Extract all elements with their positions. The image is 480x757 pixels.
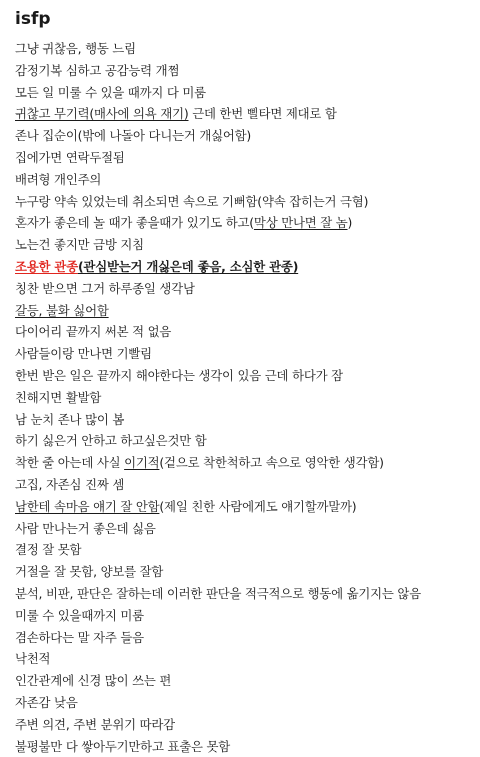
- trait-text: 거절을 잘 못함, 양보를 잘함: [15, 564, 163, 579]
- trait-text: 칭찬 받으면 그거 하루종일 생각남: [15, 281, 195, 296]
- trait-text: 자존감 낮음: [15, 695, 78, 710]
- trait-text: 주변 의견, 주변 분위기 따라감: [15, 717, 175, 732]
- trait-line: [15, 714, 480, 736]
- trait-text: 착한 줄 아는데 사실: [15, 455, 124, 470]
- trait-text: (겉으로 착한척하고 속으로 영악한 생각함): [159, 455, 383, 470]
- trait-text: 혼자가 좋은데 놀 때가 좋을때가 있기도 하고(: [15, 215, 254, 230]
- trait-text-emphasis: 남한테 속마음 얘기 잘 안함: [15, 499, 159, 514]
- trait-text: 존나 집순이(밖에 나돌아 다니는거 개싫어함): [15, 128, 251, 143]
- trait-line: [15, 409, 480, 431]
- trait-text-emphasis: 막상 만나면 잘 놈: [254, 215, 348, 230]
- trait-line: [15, 561, 480, 583]
- trait-text: 집에가면 연락두절됨: [15, 150, 125, 165]
- trait-line: [15, 147, 480, 169]
- trait-line: [15, 736, 480, 757]
- trait-line: [15, 583, 480, 605]
- trait-line: [15, 387, 480, 409]
- trait-text: 다이어리 끝까지 써본 적 없음: [15, 324, 171, 339]
- page-title: isfp: [15, 8, 480, 38]
- trait-text: 분석, 비판, 판단은 잘하는데 이러한 판단을 적극적으로 행동에 옮기지는 않음: [15, 586, 421, 601]
- trait-line: [15, 169, 480, 191]
- trait-text: 인간관계에 신경 많이 쓰는 편: [15, 673, 171, 688]
- trait-text: 모든 일 미룰 수 있을 때까지 다 미룸: [15, 85, 206, 100]
- trait-text: 노는건 좋지만 금방 지침: [15, 237, 144, 252]
- trait-text: (제일 친한 사람에게도 얘기할까말까): [159, 499, 356, 514]
- trait-text: 고집, 자존심 진짜 셈: [15, 477, 124, 492]
- trait-text: 낙천적: [15, 651, 50, 666]
- trait-line: [15, 692, 480, 714]
- trait-line: [15, 518, 480, 540]
- trait-line: [15, 365, 480, 387]
- trait-line: [15, 103, 480, 125]
- trait-line: [15, 496, 480, 518]
- trait-text-emphasis: 갈등, 불화 싫어함: [15, 303, 109, 318]
- trait-text: 한번 받은 일은 끝까지 해야한다는 생각이 있음 근데 하다가 잠: [15, 368, 343, 383]
- trait-line: [15, 212, 480, 234]
- trait-line: [15, 125, 480, 147]
- trait-text: 사람들이랑 만나면 기빨림: [15, 346, 152, 361]
- trait-line: [15, 278, 480, 300]
- trait-text-emphasis: (관심받는거 개싫은데 좋음, 소심한 관종): [78, 259, 298, 274]
- trait-text-emphasis: 조용한 관종: [15, 259, 78, 274]
- trait-text: 감정기복 심하고 공감능력 개쩜: [15, 63, 179, 78]
- trait-line: [15, 474, 480, 496]
- trait-line: [15, 539, 480, 561]
- trait-text: 근데 한번 삘타면 제대로 함: [189, 106, 337, 121]
- trait-line: [15, 256, 480, 278]
- trait-line: [15, 234, 480, 256]
- trait-text: 친해지면 활발함: [15, 390, 101, 405]
- trait-line: [15, 300, 480, 322]
- trait-text-emphasis: 귀찮고 무기력(매사에 의욕 재기): [15, 106, 189, 121]
- trait-text: 불평불만 다 쌓아두기만하고 표출은 못함: [15, 739, 230, 754]
- trait-line: [15, 60, 480, 82]
- trait-line: [15, 321, 480, 343]
- trait-line: [15, 82, 480, 104]
- trait-text: 미룰 수 있을때까지 미룸: [15, 608, 144, 623]
- trait-line: [15, 38, 480, 60]
- trait-text: 누구랑 약속 있었는데 취소되면 속으로 기뻐함(약속 잡히는거 극혐): [15, 194, 368, 209]
- trait-line: [15, 452, 480, 474]
- trait-line: [15, 648, 480, 670]
- trait-line: [15, 343, 480, 365]
- trait-text: 배려형 개인주의: [15, 172, 101, 187]
- trait-text: ): [348, 215, 353, 230]
- trait-line: [15, 430, 480, 452]
- trait-line: [15, 627, 480, 649]
- trait-line: [15, 605, 480, 627]
- trait-line: [15, 670, 480, 692]
- trait-text-emphasis: 이기적: [124, 455, 159, 470]
- trait-text: 겸손하다는 말 자주 들음: [15, 630, 144, 645]
- trait-text: 사람 만나는거 좋은데 싫음: [15, 521, 156, 536]
- trait-text: 하기 싫은거 안하고 하고싶은것만 함: [15, 433, 207, 448]
- trait-text: 그냥 귀찮음, 행동 느림: [15, 41, 136, 56]
- trait-list: [15, 38, 480, 757]
- trait-text: 결정 잘 못함: [15, 542, 81, 557]
- trait-line: [15, 191, 480, 213]
- trait-text: 남 눈치 존나 많이 봄: [15, 412, 124, 427]
